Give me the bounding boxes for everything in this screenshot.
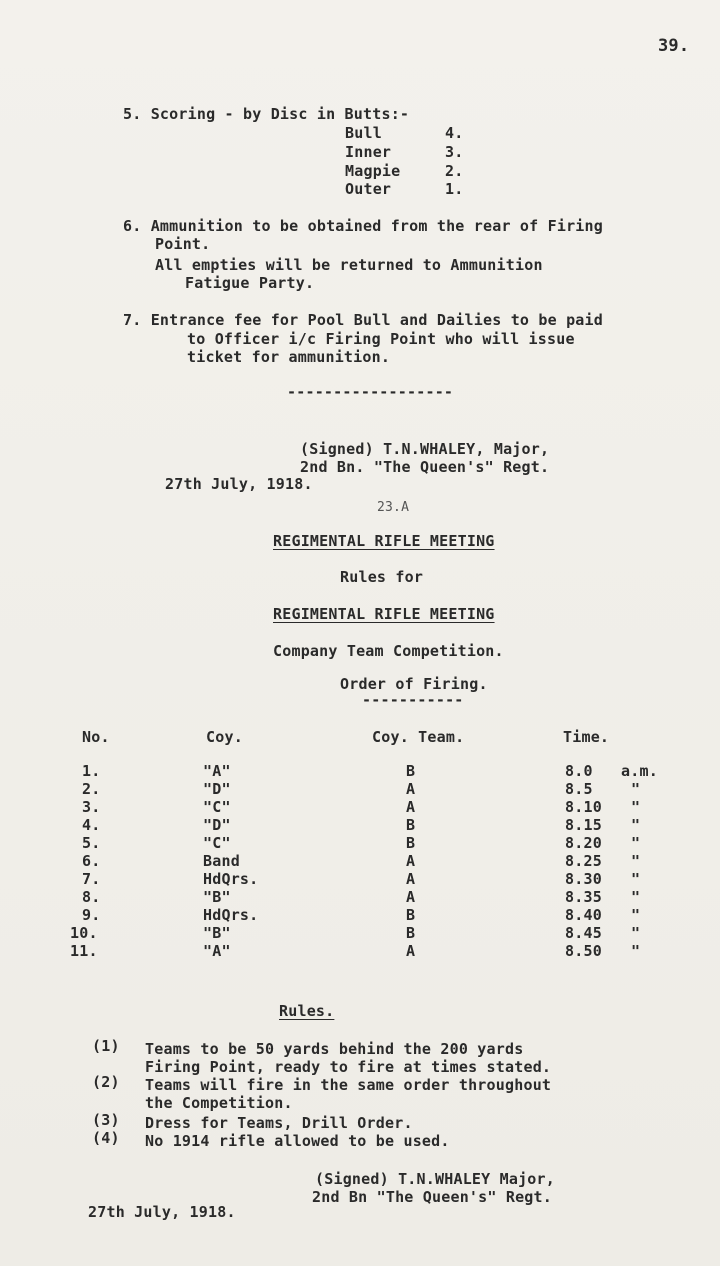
rule-text: Teams to be 50 yards behind the 200 yards xyxy=(145,1040,524,1058)
row-team: B xyxy=(406,924,416,942)
row-unit: " xyxy=(631,798,641,816)
rule-text: Teams will fire in the same order throughout xyxy=(145,1076,552,1094)
signature-date: 27th July, 1918. xyxy=(165,475,313,493)
page-number: 39. xyxy=(658,36,690,56)
row-time: 8.35 xyxy=(565,888,602,906)
table-row xyxy=(0,816,720,834)
row-coy: "A" xyxy=(203,762,231,780)
table-row xyxy=(0,888,720,906)
row-no: 5. xyxy=(82,834,101,852)
signature-line-1: (Signed) T.N.WHALEY Major, xyxy=(315,1170,555,1188)
ammunition-line-1: 6. Ammunition to be obtained from the rear of Firing xyxy=(123,217,603,235)
scoring-label: Outer xyxy=(345,180,392,198)
rule-number: (3) xyxy=(92,1111,120,1129)
header-no: No. xyxy=(82,728,110,746)
row-unit: " xyxy=(631,852,641,870)
reference-number: 23.A xyxy=(377,500,410,515)
row-time: 8.45 xyxy=(565,924,602,942)
rule-text-continued: Firing Point, ready to fire at times stated. xyxy=(145,1058,552,1076)
table-row xyxy=(0,762,720,780)
scoring-line: 5. Scoring - by Disc in Butts:- xyxy=(123,105,410,123)
entrance-line-1: 7. Entrance fee for Pool Bull and Dailies to be paid xyxy=(123,311,603,329)
row-no: 3. xyxy=(82,798,101,816)
row-unit: " xyxy=(631,924,641,942)
signature-line-1: (Signed) T.N.WHALEY, Major, xyxy=(300,440,550,458)
row-coy: Band xyxy=(203,852,240,870)
row-team: A xyxy=(406,870,416,888)
table-row xyxy=(0,852,720,870)
row-time: 8.30 xyxy=(565,870,602,888)
scoring-value: 3. xyxy=(445,143,464,161)
row-coy: HdQrs. xyxy=(203,906,259,924)
row-time: 8.10 xyxy=(565,798,602,816)
row-time: 8.25 xyxy=(565,852,602,870)
scoring-value: 1. xyxy=(445,180,464,198)
entrance-line-3: ticket for ammunition. xyxy=(187,348,391,366)
rules-for-text: Rules for xyxy=(340,568,424,586)
table-row xyxy=(0,870,720,888)
row-team: B xyxy=(406,834,416,852)
scoring-value: 4. xyxy=(445,124,464,142)
row-unit: " xyxy=(631,942,641,960)
header-team: Coy. Team. xyxy=(372,728,465,746)
meeting-heading-2: REGIMENTAL RIFLE MEETING xyxy=(273,605,495,623)
row-team: A xyxy=(406,852,416,870)
rule-text: Dress for Teams, Drill Order. xyxy=(145,1114,413,1132)
table-row xyxy=(0,798,720,816)
row-team: A xyxy=(406,888,416,906)
row-coy: "D" xyxy=(203,780,231,798)
row-team: A xyxy=(406,798,416,816)
ammunition-line-2: Point. xyxy=(155,235,211,253)
competition-title: Company Team Competition. xyxy=(273,642,504,660)
row-unit: a.m. xyxy=(621,762,658,780)
row-team: B xyxy=(406,762,416,780)
order-of-firing-title: Order of Firing. xyxy=(340,675,488,693)
scoring-value: 2. xyxy=(445,162,464,180)
scoring-label: Inner xyxy=(345,143,392,161)
table-row xyxy=(0,924,720,942)
row-unit: " xyxy=(631,888,641,906)
row-coy: HdQrs. xyxy=(203,870,259,888)
table-row xyxy=(0,780,720,798)
row-no: 11. xyxy=(70,942,98,960)
row-no: 1. xyxy=(82,762,101,780)
table-row xyxy=(0,834,720,852)
scoring-label: Magpie xyxy=(345,162,401,180)
header-time: Time. xyxy=(563,728,610,746)
entrance-line-2: to Officer i/c Firing Point who will issue xyxy=(187,330,575,348)
row-no: 10. xyxy=(70,924,98,942)
ammunition-line-4: Fatigue Party. xyxy=(185,274,315,292)
row-team: A xyxy=(406,942,416,960)
scoring-label: Bull xyxy=(345,124,382,142)
table-row xyxy=(0,942,720,960)
rules-heading: Rules. xyxy=(279,1002,335,1020)
row-unit: " xyxy=(631,780,641,798)
row-team: A xyxy=(406,780,416,798)
row-time: 8.50 xyxy=(565,942,602,960)
row-coy: "A" xyxy=(203,942,231,960)
row-coy: "C" xyxy=(203,798,231,816)
row-time: 8.15 xyxy=(565,816,602,834)
row-no: 6. xyxy=(82,852,101,870)
row-team: B xyxy=(406,906,416,924)
row-no: 9. xyxy=(82,906,101,924)
row-time: 8.20 xyxy=(565,834,602,852)
row-unit: " xyxy=(631,816,641,834)
row-no: 4. xyxy=(82,816,101,834)
rule-number: (1) xyxy=(92,1037,120,1055)
row-no: 8. xyxy=(82,888,101,906)
row-coy: "C" xyxy=(203,834,231,852)
rule-text-continued: the Competition. xyxy=(145,1094,293,1112)
row-time: 8.40 xyxy=(565,906,602,924)
signature-date: 27th July, 1918. xyxy=(88,1203,236,1221)
row-team: B xyxy=(406,816,416,834)
divider: ------------------ xyxy=(287,383,454,401)
row-coy: "D" xyxy=(203,816,231,834)
row-unit: " xyxy=(631,870,641,888)
row-time: 8.0 xyxy=(565,762,593,780)
row-unit: " xyxy=(631,834,641,852)
meeting-heading: REGIMENTAL RIFLE MEETING xyxy=(273,532,495,550)
row-coy: "B" xyxy=(203,924,231,942)
table-header xyxy=(0,728,720,746)
divider: ----------- xyxy=(362,691,464,709)
rule-number: (4) xyxy=(92,1129,120,1147)
row-no: 7. xyxy=(82,870,101,888)
row-no: 2. xyxy=(82,780,101,798)
row-time: 8.5 xyxy=(565,780,593,798)
rule-number: (2) xyxy=(92,1073,120,1091)
row-coy: "B" xyxy=(203,888,231,906)
header-coy: Coy. xyxy=(206,728,243,746)
signature-line-2: 2nd Bn "The Queen's" Regt. xyxy=(312,1188,552,1206)
table-row xyxy=(0,906,720,924)
ammunition-line-3: All empties will be returned to Ammunition xyxy=(155,256,543,274)
signature-line-2: 2nd Bn. "The Queen's" Regt. xyxy=(300,458,550,476)
rule-text: No 1914 rifle allowed to be used. xyxy=(145,1132,450,1150)
row-unit: " xyxy=(631,906,641,924)
